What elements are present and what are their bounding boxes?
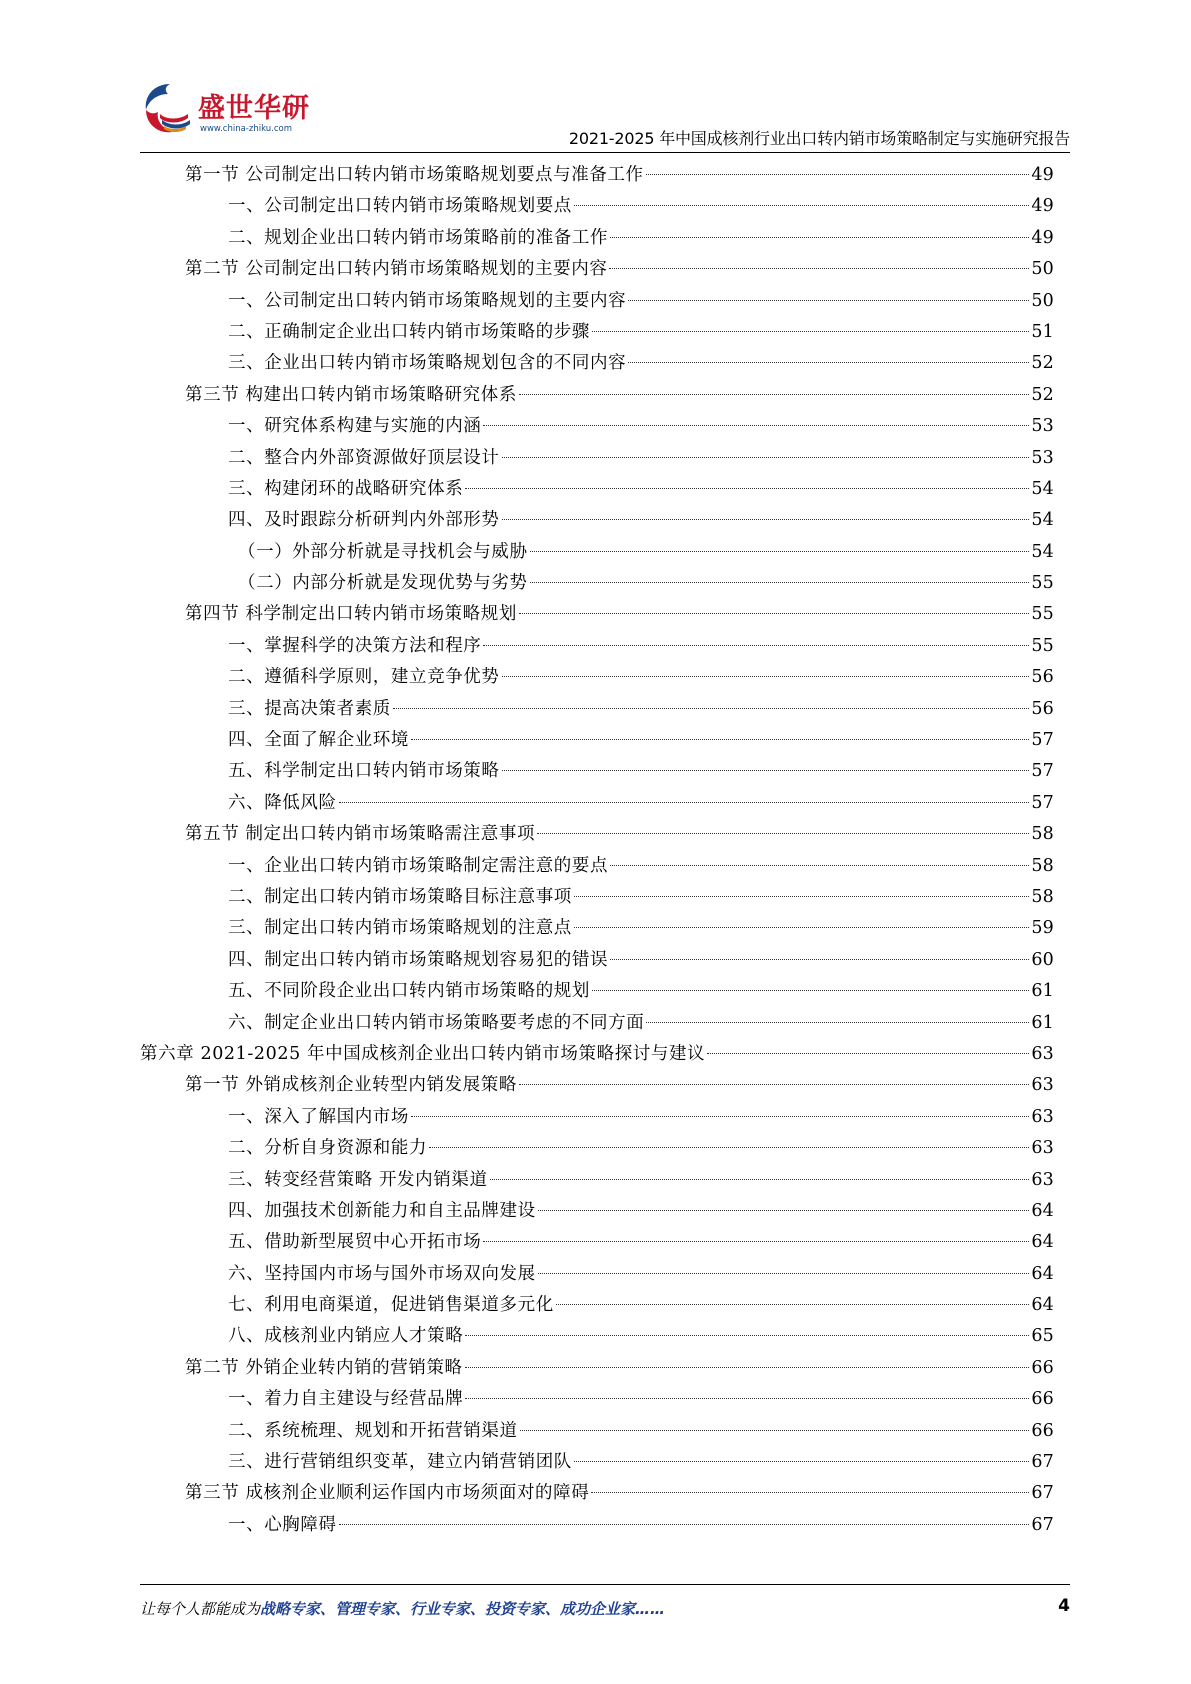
slogan-lead: 让每个人都能成为	[140, 1600, 261, 1618]
toc-dot-leader	[574, 896, 1029, 897]
toc-entry-page: 60	[1031, 949, 1054, 970]
toc-entry-page: 63	[1031, 1169, 1054, 1190]
toc-entry[interactable]	[140, 599, 1054, 630]
toc-entry-title: （二）内部分析就是发现优势与劣势	[238, 573, 528, 594]
toc-dot-leader	[537, 833, 1029, 834]
logo-emblem-icon	[140, 80, 202, 140]
toc-entry-page: 50	[1031, 290, 1054, 311]
toc-entry-title: 第二节 公司制定出口转内销市场策略规划的主要内容	[185, 259, 608, 280]
toc-entry-page: 51	[1031, 321, 1054, 342]
toc-dot-leader	[530, 551, 1030, 552]
toc-entry-page: 63	[1031, 1075, 1054, 1096]
company-logo	[140, 80, 320, 144]
toc-entry-page: 49	[1031, 196, 1054, 217]
toc-entry-title: 四、全面了解企业环境	[228, 730, 409, 751]
toc-entry-title: 第一节 公司制定出口转内销市场策略规划要点与准备工作	[185, 165, 644, 185]
toc-entry[interactable]	[140, 223, 1054, 254]
toc-dot-leader	[339, 1524, 1030, 1525]
toc-entry-page: 53	[1031, 447, 1054, 468]
toc-entry[interactable]	[140, 1353, 1054, 1384]
toc-dot-leader	[574, 927, 1029, 928]
toc-dot-leader	[610, 865, 1029, 866]
toc-entry-page: 58	[1031, 886, 1054, 907]
toc-entry-page: 64	[1031, 1232, 1054, 1253]
toc-dot-leader	[465, 488, 1029, 489]
toc-entry[interactable]	[140, 317, 1054, 348]
toc-entry-page: 61	[1031, 1012, 1054, 1033]
toc-dot-leader	[465, 1367, 1030, 1368]
toc-entry-title: 第六章 2021-2025 年中国成核剂企业出口转内销市场策略探讨与建议	[140, 1043, 706, 1064]
toc-entry-page: 64	[1031, 1263, 1054, 1284]
toc-entry-title: 一、着力自主建设与经营品牌	[228, 1389, 464, 1410]
toc-entry-page: 59	[1031, 918, 1054, 939]
toc-dot-leader	[591, 1492, 1029, 1493]
toc-dot-leader	[646, 1022, 1029, 1023]
toc-entry-page: 57	[1031, 730, 1054, 751]
toc-entry-title: 一、公司制定出口转内销市场策略规划要点	[228, 196, 572, 217]
toc-entry-title: 第三节 成核剂企业顺利运作国内市场须面对的障碍	[185, 1483, 590, 1504]
toc-entry-title: 四、加强技术创新能力和自主品牌建设	[228, 1200, 536, 1221]
toc-dot-leader	[538, 1273, 1030, 1274]
toc-dot-leader	[520, 1430, 1030, 1431]
toc-entry-page: 54	[1031, 478, 1054, 499]
toc-dot-leader	[465, 1398, 1029, 1399]
toc-entry[interactable]	[140, 286, 1054, 317]
toc-entry-page: 65	[1031, 1326, 1054, 1347]
toc-entry[interactable]	[140, 348, 1054, 379]
toc-entry[interactable]	[140, 160, 1054, 191]
toc-entry-title: 二、整合内外部资源做好顶层设计	[228, 447, 500, 468]
toc-entry-page: 67	[1031, 1452, 1054, 1473]
toc-dot-leader	[502, 457, 1030, 458]
toc-entry-title: 三、提高决策者素质	[228, 698, 391, 719]
toc-entry-page: 53	[1031, 416, 1054, 437]
toc-dot-leader	[574, 205, 1029, 206]
toc-entry[interactable]	[140, 505, 1054, 536]
toc-entry[interactable]	[140, 976, 1054, 1007]
toc-entry-title: 八、成核剂业内销应人才策略	[228, 1326, 464, 1347]
toc-entry-page: 50	[1031, 259, 1054, 280]
toc-dot-leader	[519, 1084, 1029, 1085]
toc-entry[interactable]	[140, 443, 1054, 474]
toc-dot-leader	[483, 645, 1029, 646]
logo-url: www.china-zhiku.com	[200, 124, 292, 134]
toc-dot-leader	[483, 425, 1029, 426]
toc-entry-page: 56	[1031, 667, 1054, 688]
toc-entry-title: 三、转变经营策略 开发内销渠道	[228, 1169, 488, 1190]
toc-entry-title: 三、企业出口转内销市场策略规划包含的不同内容	[228, 353, 627, 374]
toc-entry-page: 63	[1031, 1043, 1054, 1064]
toc-dot-leader	[574, 1461, 1029, 1462]
toc-entry-title: 五、不同阶段企业出口转内销市场策略的规划	[228, 981, 590, 1002]
toc-entry[interactable]	[140, 1478, 1054, 1509]
toc-dot-leader	[592, 990, 1029, 991]
toc-entry-page: 55	[1031, 604, 1054, 625]
toc-entry[interactable]	[140, 1133, 1054, 1164]
toc-dot-leader	[556, 1304, 1030, 1305]
toc-entry[interactable]	[140, 1102, 1054, 1133]
toc-dot-leader	[393, 708, 1029, 709]
toc-entry[interactable]	[140, 725, 1054, 756]
toc-dot-leader	[610, 237, 1029, 238]
toc-entry-title: 二、分析自身资源和能力	[228, 1138, 428, 1159]
page-number: 4	[1058, 1596, 1070, 1616]
toc-dot-leader	[609, 268, 1029, 269]
toc-entry-title: 三、构建闭环的战略研究体系	[228, 478, 464, 499]
toc-entry[interactable]	[140, 1259, 1054, 1290]
toc-dot-leader	[465, 1335, 1029, 1336]
toc-dot-leader	[628, 300, 1029, 301]
toc-dot-leader	[530, 582, 1030, 583]
toc-entry[interactable]	[140, 945, 1054, 976]
toc-entry[interactable]	[140, 380, 1054, 411]
toc-entry[interactable]	[140, 882, 1054, 913]
toc-entry-title: 四、制定出口转内销市场策略规划容易犯的错误	[228, 949, 609, 970]
toc-entry-title: 六、坚持国内市场与国外市场双向发展	[228, 1263, 536, 1284]
toc-dot-leader	[502, 519, 1030, 520]
toc-entry-page: 54	[1031, 541, 1054, 562]
toc-entry[interactable]	[140, 1510, 1054, 1541]
toc-entry-title: 一、深入了解国内市场	[228, 1106, 409, 1127]
toc-entry[interactable]	[140, 1196, 1054, 1227]
toc-entry-page: 61	[1031, 981, 1054, 1002]
toc-entry-page: 64	[1031, 1200, 1054, 1221]
toc-entry[interactable]	[140, 1447, 1054, 1478]
table-of-contents	[140, 160, 1054, 1541]
toc-entry[interactable]	[140, 756, 1054, 787]
toc-entry-title: 第二节 外销企业转内销的营销策略	[185, 1357, 463, 1378]
toc-entry-title: 三、进行营销组织变革，建立内销营销团队	[228, 1452, 572, 1473]
toc-entry[interactable]	[140, 851, 1054, 882]
toc-entry-page: 58	[1031, 824, 1054, 845]
toc-entry-title: 七、利用电商渠道，促进销售渠道多元化	[228, 1295, 554, 1316]
toc-dot-leader	[502, 770, 1030, 771]
toc-entry[interactable]	[140, 474, 1054, 505]
toc-entry-page: 58	[1031, 855, 1054, 876]
toc-entry[interactable]	[140, 254, 1054, 285]
toc-entry-title: （一）外部分析就是寻找机会与威胁	[238, 541, 528, 562]
toc-entry-title: 一、企业出口转内销市场策略制定需注意的要点	[228, 855, 609, 876]
footer-slogan	[140, 1598, 665, 1619]
toc-dot-leader	[519, 613, 1029, 614]
toc-entry-title: 二、系统梳理、规划和开拓营销渠道	[228, 1420, 518, 1441]
toc-dot-leader	[411, 1116, 1029, 1117]
toc-entry-page: 54	[1031, 510, 1054, 531]
toc-entry-title: 一、心胸障碍	[228, 1514, 337, 1535]
toc-entry-page: 67	[1031, 1514, 1054, 1535]
toc-entry-title: 第五节 制定出口转内销市场策略需注意事项	[185, 824, 536, 845]
toc-entry[interactable]	[140, 1384, 1054, 1415]
header-divider	[140, 152, 1070, 153]
toc-entry-page: 55	[1031, 635, 1054, 656]
toc-dot-leader	[646, 174, 1030, 175]
toc-entry[interactable]	[140, 537, 1054, 568]
toc-entry-page: 56	[1031, 698, 1054, 719]
toc-entry[interactable]	[140, 1070, 1054, 1101]
toc-entry-page: 55	[1031, 573, 1054, 594]
toc-entry-page: 49	[1031, 165, 1054, 185]
toc-dot-leader	[429, 1147, 1029, 1148]
toc-entry-title: 第一节 外销成核剂企业转型内销发展策略	[185, 1075, 517, 1096]
toc-entry[interactable]	[140, 1321, 1054, 1352]
toc-entry-title: 三、制定出口转内销市场策略规划的注意点	[228, 918, 572, 939]
toc-entry-title: 一、公司制定出口转内销市场策略规划的主要内容	[228, 290, 627, 311]
toc-entry-title: 第四节 科学制定出口转内销市场策略规划	[185, 604, 517, 625]
toc-entry[interactable]	[140, 631, 1054, 662]
toc-entry-title: 六、制定企业出口转内销市场策略要考虑的不同方面	[228, 1012, 645, 1033]
toc-entry-title: 第三节 构建出口转内销市场策略研究体系	[185, 384, 517, 405]
toc-entry-page: 66	[1031, 1389, 1054, 1410]
toc-entry[interactable]	[140, 694, 1054, 725]
toc-entry[interactable]	[140, 1039, 1054, 1070]
logo-name: 盛世华研	[198, 93, 310, 124]
toc-entry-title: 六、降低风险	[228, 792, 337, 813]
toc-entry-page: 66	[1031, 1357, 1054, 1378]
toc-dot-leader	[519, 394, 1029, 395]
toc-dot-leader	[339, 802, 1030, 803]
report-title: 2021-2025 年中国成核剂行业出口转内销市场策略制定与实施研究报告	[568, 129, 1070, 148]
toc-entry-page: 52	[1031, 384, 1054, 405]
toc-dot-leader	[628, 362, 1029, 363]
toc-entry[interactable]	[140, 913, 1054, 944]
toc-entry-title: 二、遵循科学原则，建立竞争优势	[228, 667, 500, 688]
toc-entry-page: 52	[1031, 353, 1054, 374]
toc-dot-leader	[490, 1179, 1030, 1180]
toc-entry[interactable]	[140, 1008, 1054, 1039]
toc-entry-title: 四、及时跟踪分析研判内外部形势	[228, 510, 500, 531]
slogan-accent: 战略专家、管理专家、行业专家、投资专家、成功企业家……	[260, 1600, 666, 1618]
toc-entry-page: 63	[1031, 1138, 1054, 1159]
toc-entry[interactable]	[140, 411, 1054, 442]
toc-entry-title: 二、正确制定企业出口转内销市场策略的步骤	[228, 321, 590, 342]
page-header	[140, 80, 1070, 152]
toc-entry-page: 67	[1031, 1483, 1054, 1504]
toc-entry-title: 一、研究体系构建与实施的内涵	[228, 416, 482, 437]
toc-entry-title: 五、借助新型展贸中心开拓市场	[228, 1232, 482, 1253]
toc-entry[interactable]	[140, 568, 1054, 599]
footer-divider	[140, 1584, 1070, 1585]
toc-dot-leader	[483, 1241, 1029, 1242]
toc-entry-page: 49	[1031, 227, 1054, 248]
toc-entry[interactable]	[140, 1290, 1054, 1321]
toc-entry[interactable]	[140, 191, 1054, 222]
toc-entry-title: 二、规划企业出口转内销市场策略前的准备工作	[228, 227, 609, 248]
toc-entry-title: 五、科学制定出口转内销市场策略	[228, 761, 500, 782]
toc-entry[interactable]	[140, 662, 1054, 693]
toc-entry-page: 63	[1031, 1106, 1054, 1127]
toc-entry[interactable]	[140, 819, 1054, 850]
toc-entry[interactable]	[140, 1227, 1054, 1258]
toc-dot-leader	[502, 676, 1030, 677]
toc-dot-leader	[411, 739, 1029, 740]
toc-entry-page: 57	[1031, 792, 1054, 813]
toc-entry-title: 一、掌握科学的决策方法和程序	[228, 635, 482, 656]
toc-dot-leader	[610, 959, 1029, 960]
toc-entry-title: 二、制定出口转内销市场策略目标注意事项	[228, 886, 572, 907]
toc-dot-leader	[592, 331, 1029, 332]
toc-entry[interactable]	[140, 1416, 1054, 1447]
toc-entry[interactable]	[140, 1165, 1054, 1196]
toc-entry-page: 66	[1031, 1420, 1054, 1441]
toc-entry[interactable]	[140, 788, 1054, 819]
toc-dot-leader	[707, 1053, 1029, 1054]
toc-entry-page: 57	[1031, 761, 1054, 782]
toc-dot-leader	[538, 1210, 1030, 1211]
toc-entry-page: 64	[1031, 1295, 1054, 1316]
